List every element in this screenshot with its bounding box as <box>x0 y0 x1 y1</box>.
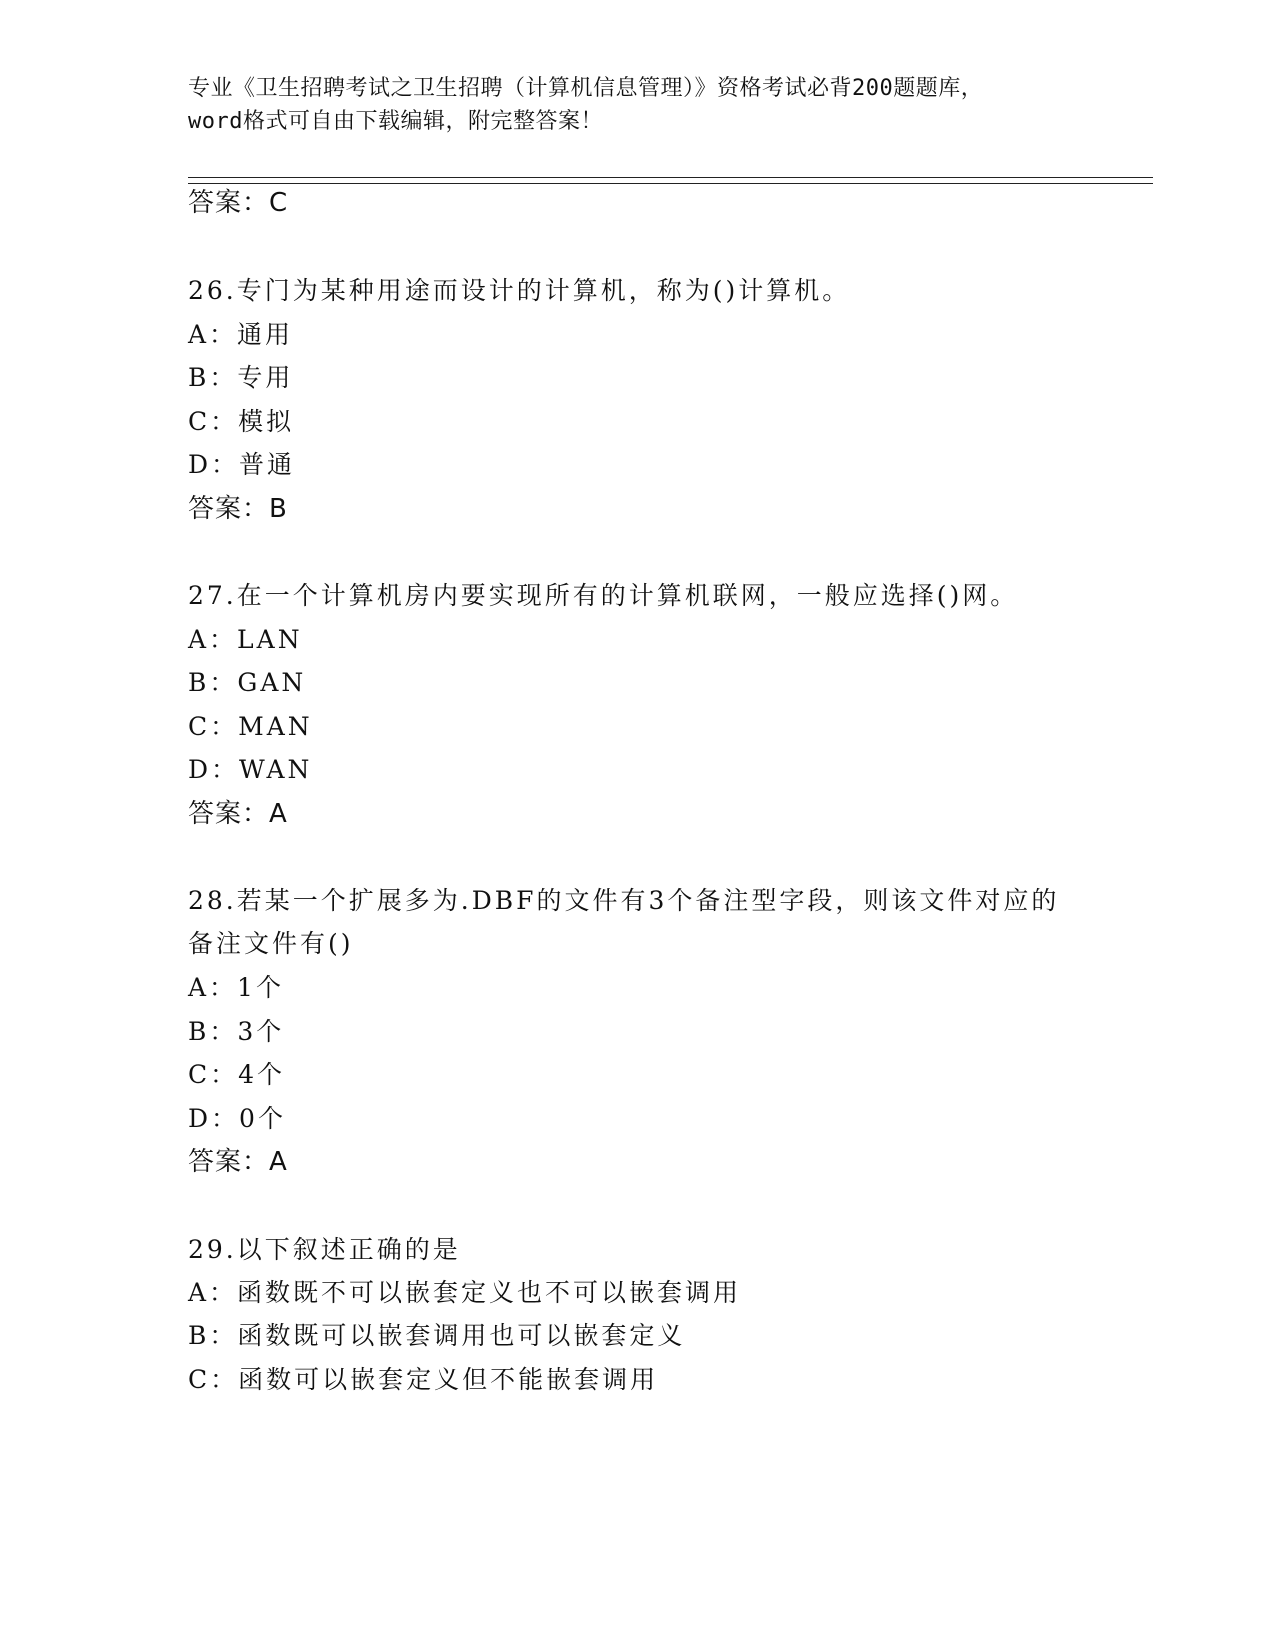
header-divider-top <box>188 177 1153 178</box>
question-27-option-c: C：MAN <box>188 712 313 741</box>
question-29-option-b: B：函数既可以嵌套调用也可以嵌套定义 <box>188 1321 686 1350</box>
question-28-option-c: C：4个 <box>188 1060 286 1089</box>
document-header <box>188 72 1088 138</box>
question-26-option-c: C：模拟 <box>188 407 295 436</box>
question-28-option-a: A：1个 <box>188 973 284 1002</box>
answer-25: 答案：C <box>188 188 289 218</box>
question-26-answer: 答案：B <box>188 494 288 524</box>
question-29-stem: 29.以下叙述正确的是 <box>188 1235 461 1264</box>
question-27-answer: 答案：A <box>188 799 288 829</box>
question-28-answer: 答案：A <box>188 1147 288 1177</box>
question-27-option-a: A：LAN <box>188 625 303 654</box>
question-26-option-a: A：通用 <box>188 320 294 349</box>
question-28-stem-line-1: 28.若某一个扩展多为.DBF的文件有3个备注型字段，则该文件对应的 <box>188 886 1060 915</box>
question-28-stem-line-2: 备注文件有() <box>188 929 354 958</box>
question-26-option-b: B：专用 <box>188 363 294 392</box>
header-line-1: 专业《卫生招聘考试之卫生招聘（计算机信息管理）》资格考试必背200题题库， <box>188 76 984 101</box>
question-28-option-b: B：3个 <box>188 1017 285 1046</box>
question-29-option-a: A：函数既不可以嵌套定义也不可以嵌套调用 <box>188 1278 742 1307</box>
question-26-option-d: D：普通 <box>188 450 296 479</box>
question-27-option-b: B：GAN <box>188 668 307 697</box>
question-28-option-d: D：0个 <box>188 1104 286 1133</box>
header-line-2: word格式可自由下载编辑，附完整答案！ <box>188 109 603 134</box>
header-divider-bottom <box>188 183 1153 184</box>
question-27-option-d: D：WAN <box>188 755 313 784</box>
question-26-stem: 26.专门为某种用途而设计的计算机，称为()计算机。 <box>188 276 851 305</box>
question-27-stem: 27.在一个计算机房内要实现所有的计算机联网，一般应选择()网。 <box>188 581 1019 610</box>
question-29-option-c: C：函数可以嵌套定义但不能嵌套调用 <box>188 1365 659 1394</box>
